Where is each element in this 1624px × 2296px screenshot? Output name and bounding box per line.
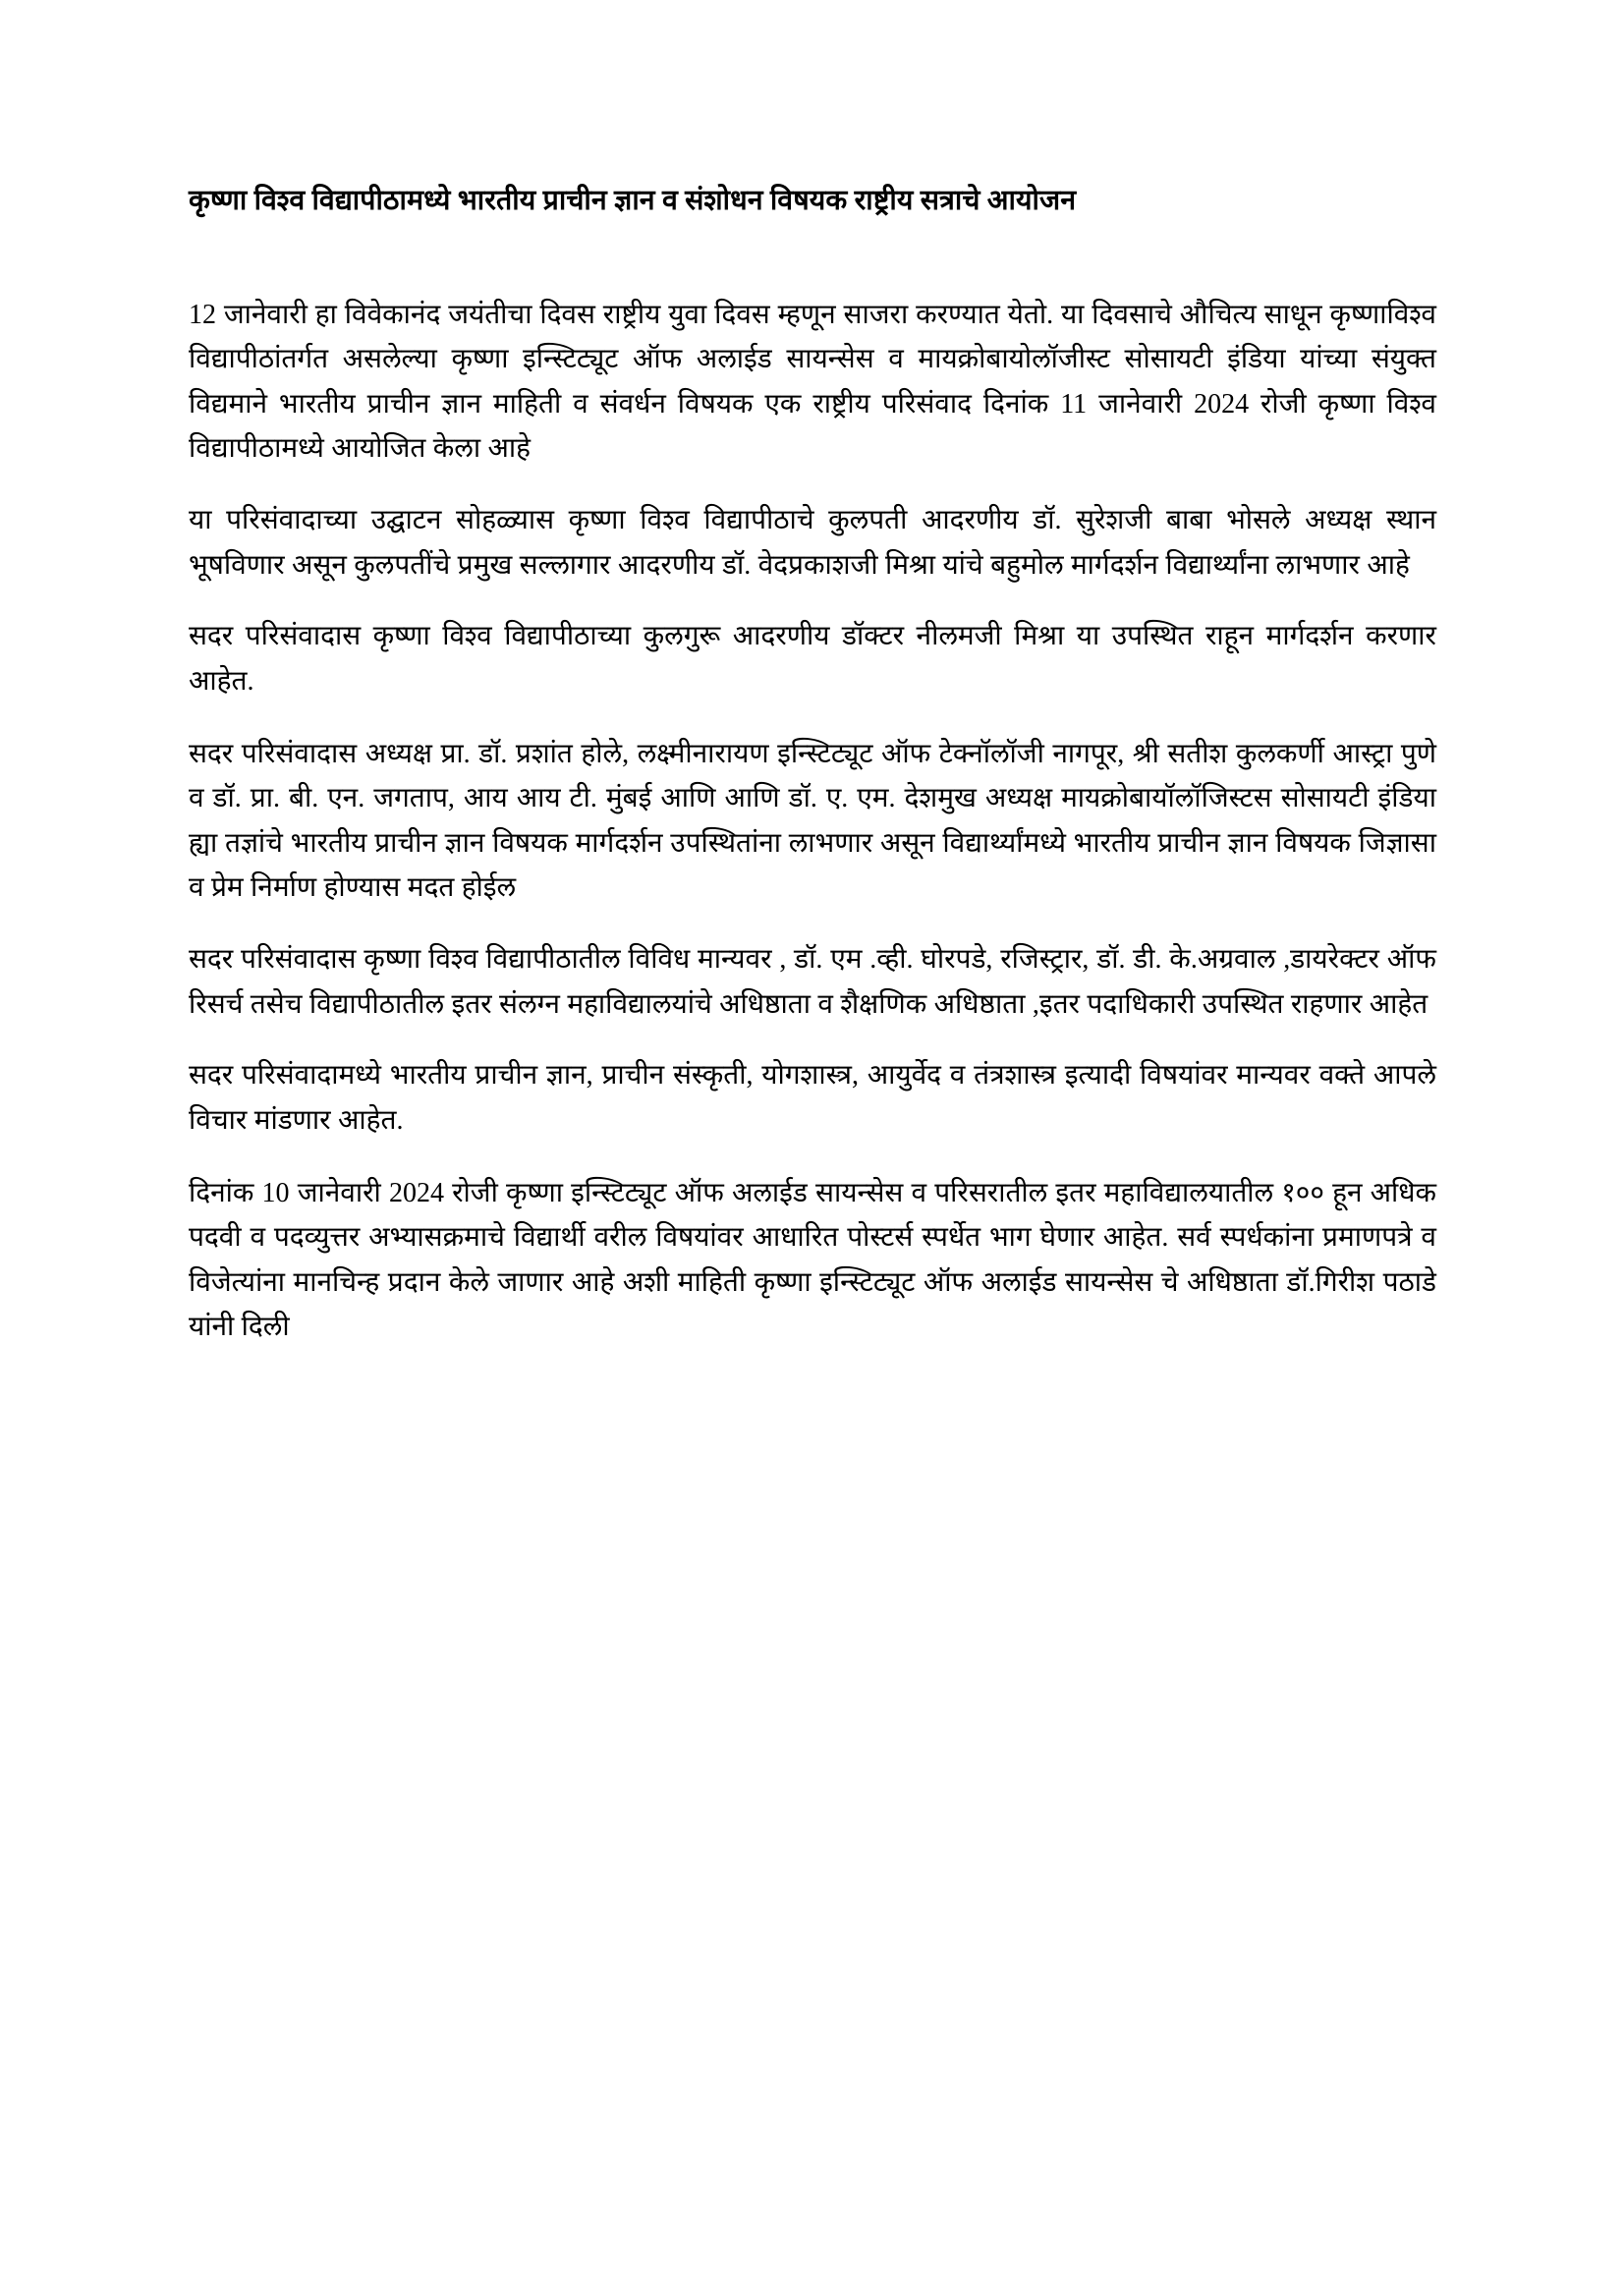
paragraph: सदर परिसंवादामध्ये भारतीय प्राचीन ज्ञान, प्राचीन संस्कृती, योगशास्त्र, आयुर्वेद व तंत्रशास्त्र इत्यादी विषयांवर मान्यवर वक्ते आपले विचार मांडणार आहेत. (189, 1060, 1436, 1136)
document-body (189, 293, 1436, 1351)
paragraph: सदर परिसंवादास अध्यक्ष प्रा. डॉ. प्रशांत होले, लक्ष्मीनारायण इन्स्टिट्यूट ऑफ टेक्नॉलॉजी नागपूर, श्री सतीश कुलकर्णी आस्ट्रा पुणे व डॉ. प्रा. बी. एन. जगताप, आय आय टी. मुंबई आणि आणि डॉ. ए. एम. देशमुख अध्यक्ष मायक्रोबायॉलॉजिस्टस सोसायटी इंडिया ह्या तज्ञांचे भारतीय प्राचीन ज्ञान विषयक मार्गदर्शन उपस्थितांना लाभणार असून विद्यार्थ्यांमध्ये भारतीय प्राचीन ज्ञान विषयक जिज्ञासा व प्रेम निर्माण होण्यास मदत होईल (189, 738, 1436, 904)
paragraph: 12 जानेवारी हा विवेकानंद जयंतीचा दिवस राष्ट्रीय युवा दिवस म्हणून साजरा करण्यात येतो. या दिवसाचे औचित्य साधून कृष्णाविश्व विद्यापीठांतर्गत असलेल्या कृष्णा इन्स्टिट्यूट ऑफ अलाईड सायन्सेस व मायक्रोबायोलॉजीस्ट सोसायटी इंडिया यांच्या संयुक्त विद्यमाने भारतीय प्राचीन ज्ञान माहिती व संवर्धन विषयक एक राष्ट्रीय परिसंवाद दिनांक 11 जानेवारी 2024 रोजी कृष्णा विश्व विद्यापीठामध्ये आयोजित केला आहे (189, 299, 1436, 465)
paragraph: सदर परिसंवादास कृष्णा विश्व विद्यापीठातील विविध मान्यवर , डॉ. एम .व्ही. घोरपडे, रजिस्ट्रार, डॉ. डी. के.अग्रवाल ,डायरेक्टर ऑफ रिसर्च तसेच विद्यापीठातील इतर संलग्न महाविद्यालयांचे अधिष्ठाता व शैक्षणिक अधिष्ठाता ,इतर पदाधिकारी उपस्थित राहणार आहेत (189, 944, 1436, 1020)
paragraph: या परिसंवादाच्या उद्घाटन सोहळ्यास कृष्णा विश्व विद्यापीठाचे कुलपती आदरणीय डॉ. सुरेशजी बाबा भोसले अध्यक्ष स्थान भूषविणार असून कुलपतींचे प्रमुख सल्लागार आदरणीय डॉ. वेदप्रकाशजी मिश्रा यांचे बहुमोल मार्गदर्शन विद्यार्थ्यांना लाभणार आहे (189, 505, 1436, 581)
paragraph: सदर परिसंवादास कृष्णा विश्व विद्यापीठाच्या कुलगुरू आदरणीय डॉक्टर नीलमजी मिश्रा या उपस्थित राहून मार्गदर्शन करणार आहेत. (189, 621, 1436, 697)
document-content (189, 183, 1436, 1350)
paragraph: दिनांक 10 जानेवारी 2024 रोजी कृष्णा इन्स्टिट्यूट ऑफ अलाईड सायन्सेस व परिसरातील इतर महाविद्यालयातील १०० हून अधिक पदवी व पदव्युत्तर अभ्यासक्रमाचे विद्यार्थी वरील विषयांवर आधारित पोस्टर्स स्पर्धेत भाग घेणार आहेत. सर्व स्पर्धकांना प्रमाणपत्रे व विजेत्यांना मानचिन्ह प्रदान केले जाणार आहे अशी माहिती कृष्णा इन्स्टिट्यूट ऑफ अलाईड सायन्सेस चे अधिष्ठाता डॉ.गिरीश पठाडे यांनी दिली (189, 1177, 1436, 1343)
page-title: कृष्णा विश्व विद्यापीठामध्ये भारतीय प्राचीन ज्ञान व संशोधन विषयक राष्ट्रीय सत्राचे आयोजन (189, 186, 1077, 216)
